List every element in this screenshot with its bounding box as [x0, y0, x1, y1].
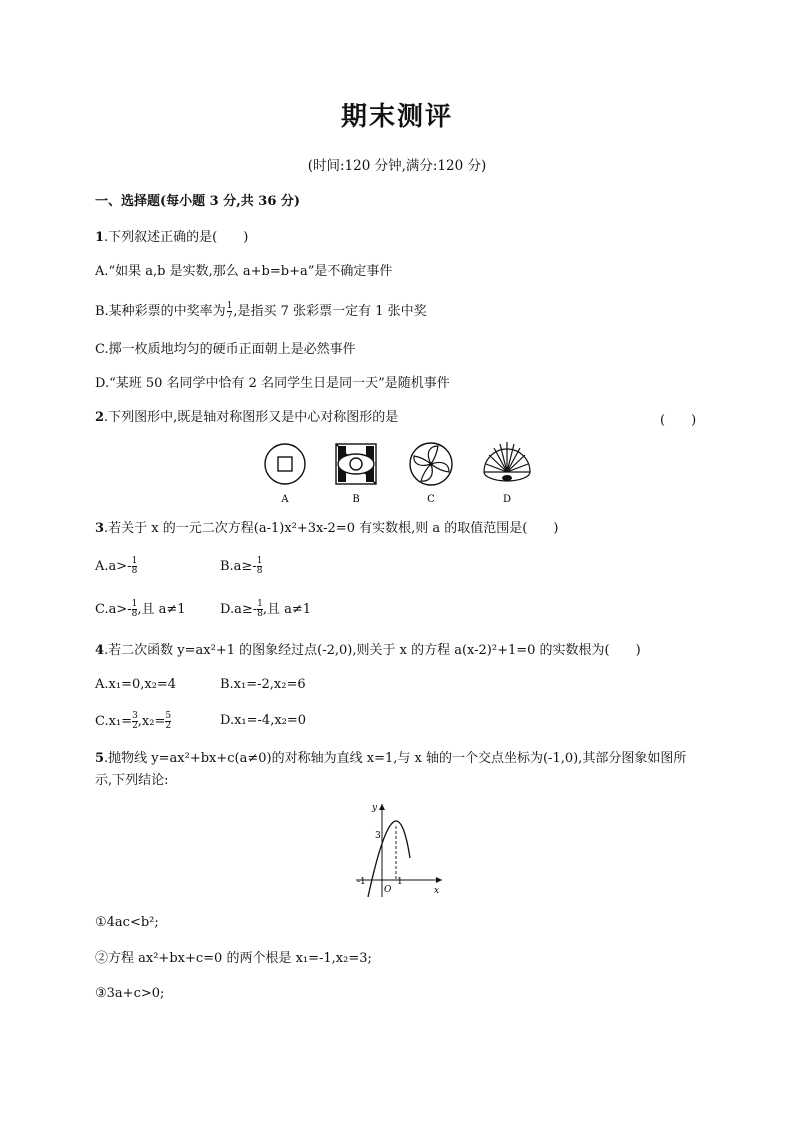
option-text: B.某种彩票的中奖率为 — [95, 304, 226, 319]
question-number: 4 — [95, 643, 105, 658]
q1-option-d: D.“某班 50 名同学中恰有 2 名同学生日是同一天”是随机事件 — [95, 376, 450, 391]
fraction-denominator: 8 — [131, 609, 138, 619]
question-3-stem — [95, 520, 558, 538]
origin-label: O — [384, 885, 392, 895]
question-number: 5 — [95, 751, 105, 766]
x-tick-neg1: -1 — [357, 877, 366, 887]
y-axis-label: y — [372, 803, 378, 813]
figure-label-a: A — [281, 494, 289, 505]
question-5-stem — [95, 750, 686, 768]
question-text: .若二次函数 y=ax²+1 的图象经过点(-2,0),则关于 x 的方程 a(x-2)²+1=0 的实数根为( ) — [104, 643, 641, 658]
x-axis-label: x — [434, 886, 440, 896]
figure-d-fan — [484, 442, 530, 481]
q3-option-a — [95, 557, 137, 576]
q5-statement-3: ③3a+c>0; — [95, 986, 165, 1001]
question-2-stem — [95, 409, 398, 427]
figure-b-eye — [336, 444, 376, 484]
figure-label-c: C — [427, 494, 435, 505]
question-text: .抛物线 y=ax²+bx+c(a≠0)的对称轴为直线 x=1,与 x 轴的一个交点坐标为(-1,0),其部分图象如图所 — [104, 751, 687, 766]
y-tick-3: 3 — [375, 831, 381, 841]
fraction-denominator: 2 — [165, 721, 172, 731]
q5-statement-2: ②方程 ax²+bx+c=0 的两个根是 x₁=-1,x₂=3; — [95, 951, 372, 966]
option-text: ,且 a≠1 — [262, 602, 312, 617]
fraction-denominator: 7 — [226, 311, 233, 321]
fraction-denominator: 8 — [256, 566, 263, 576]
option-text: C.a>- — [95, 602, 132, 617]
figure-a-circle-square — [265, 444, 305, 484]
page-title: 期末测评 — [340, 102, 453, 132]
q3-option-c — [95, 600, 186, 619]
q3-option-b — [220, 557, 262, 576]
option-text: ,x₂= — [137, 714, 166, 729]
symmetry-figures — [255, 438, 555, 508]
fraction-numerator: 5 — [165, 711, 172, 721]
question-4-stem — [95, 642, 641, 660]
question-text: .下列图形中,既是轴对称图形又是中心对称图形的是 — [104, 410, 399, 425]
option-text: ,且 a≠1 — [137, 602, 186, 617]
option-text: C.x₁= — [95, 714, 133, 729]
q1-option-b — [95, 302, 427, 321]
fraction — [165, 712, 171, 731]
fraction-numerator: 1 — [131, 556, 138, 566]
q4-option-b: B.x₁=-2,x₂=6 — [220, 677, 306, 692]
exam-info: (时间:120 分钟,满分:120 分) — [307, 158, 487, 174]
option-text: A.a>- — [95, 559, 132, 574]
fraction-denominator: 8 — [257, 609, 263, 619]
option-text: B.a≥- — [220, 559, 257, 574]
option-text: D.a≥- — [220, 602, 258, 617]
question-1-stem — [95, 229, 248, 247]
fraction — [227, 302, 233, 321]
question-text: .若关于 x 的一元二次方程(a-1)x²+3x-2=0 有实数根,则 a 的取值范围是( ) — [104, 521, 559, 536]
fraction-denominator: 2 — [132, 721, 138, 731]
q4-option-a: A.x₁=0,x₂=4 — [95, 677, 177, 692]
section-heading: 一、选择题(每小题 3 分,共 36 分) — [95, 194, 301, 209]
fraction-denominator: 8 — [131, 566, 138, 576]
q4-option-c — [95, 712, 171, 731]
question-number: 2 — [95, 410, 105, 425]
answer-bracket: ( ) — [660, 413, 697, 428]
x-tick-1: 1 — [397, 877, 403, 887]
q5-statement-1: ①4ac<b²; — [95, 915, 159, 930]
question-number: 3 — [95, 521, 105, 536]
question-text: .下列叙述正确的是( ) — [104, 230, 249, 245]
fraction — [257, 557, 263, 576]
parabola-graph — [350, 798, 450, 900]
q4-option-d: D.x₁=-4,x₂=0 — [220, 713, 307, 728]
fraction-numerator: 1 — [226, 301, 233, 311]
fraction-numerator: 1 — [256, 556, 263, 566]
q1-option-a: A.“如果 a,b 是实数,那么 a+b=b+a”是不确定事件 — [95, 264, 393, 279]
q3-option-d — [220, 600, 311, 619]
fraction-numerator: 1 — [131, 599, 138, 609]
figure-label-b: B — [352, 494, 360, 505]
question-number: 1 — [95, 230, 105, 245]
fraction — [132, 557, 138, 576]
x-axis-arrow — [436, 877, 442, 883]
question-5-stem-cont: 示,下列结论: — [95, 773, 169, 788]
option-text: ,是指买 7 张彩票一定有 1 张中奖 — [233, 304, 427, 319]
figure-label-d: D — [502, 494, 512, 505]
figure-c-flower — [410, 443, 452, 485]
q1-option-c: C.掷一枚质地均匀的硬币正面朝上是必然事件 — [95, 342, 356, 357]
fraction-numerator: 3 — [132, 711, 138, 721]
y-axis-arrow — [379, 804, 385, 810]
fraction-numerator: 1 — [257, 599, 263, 609]
